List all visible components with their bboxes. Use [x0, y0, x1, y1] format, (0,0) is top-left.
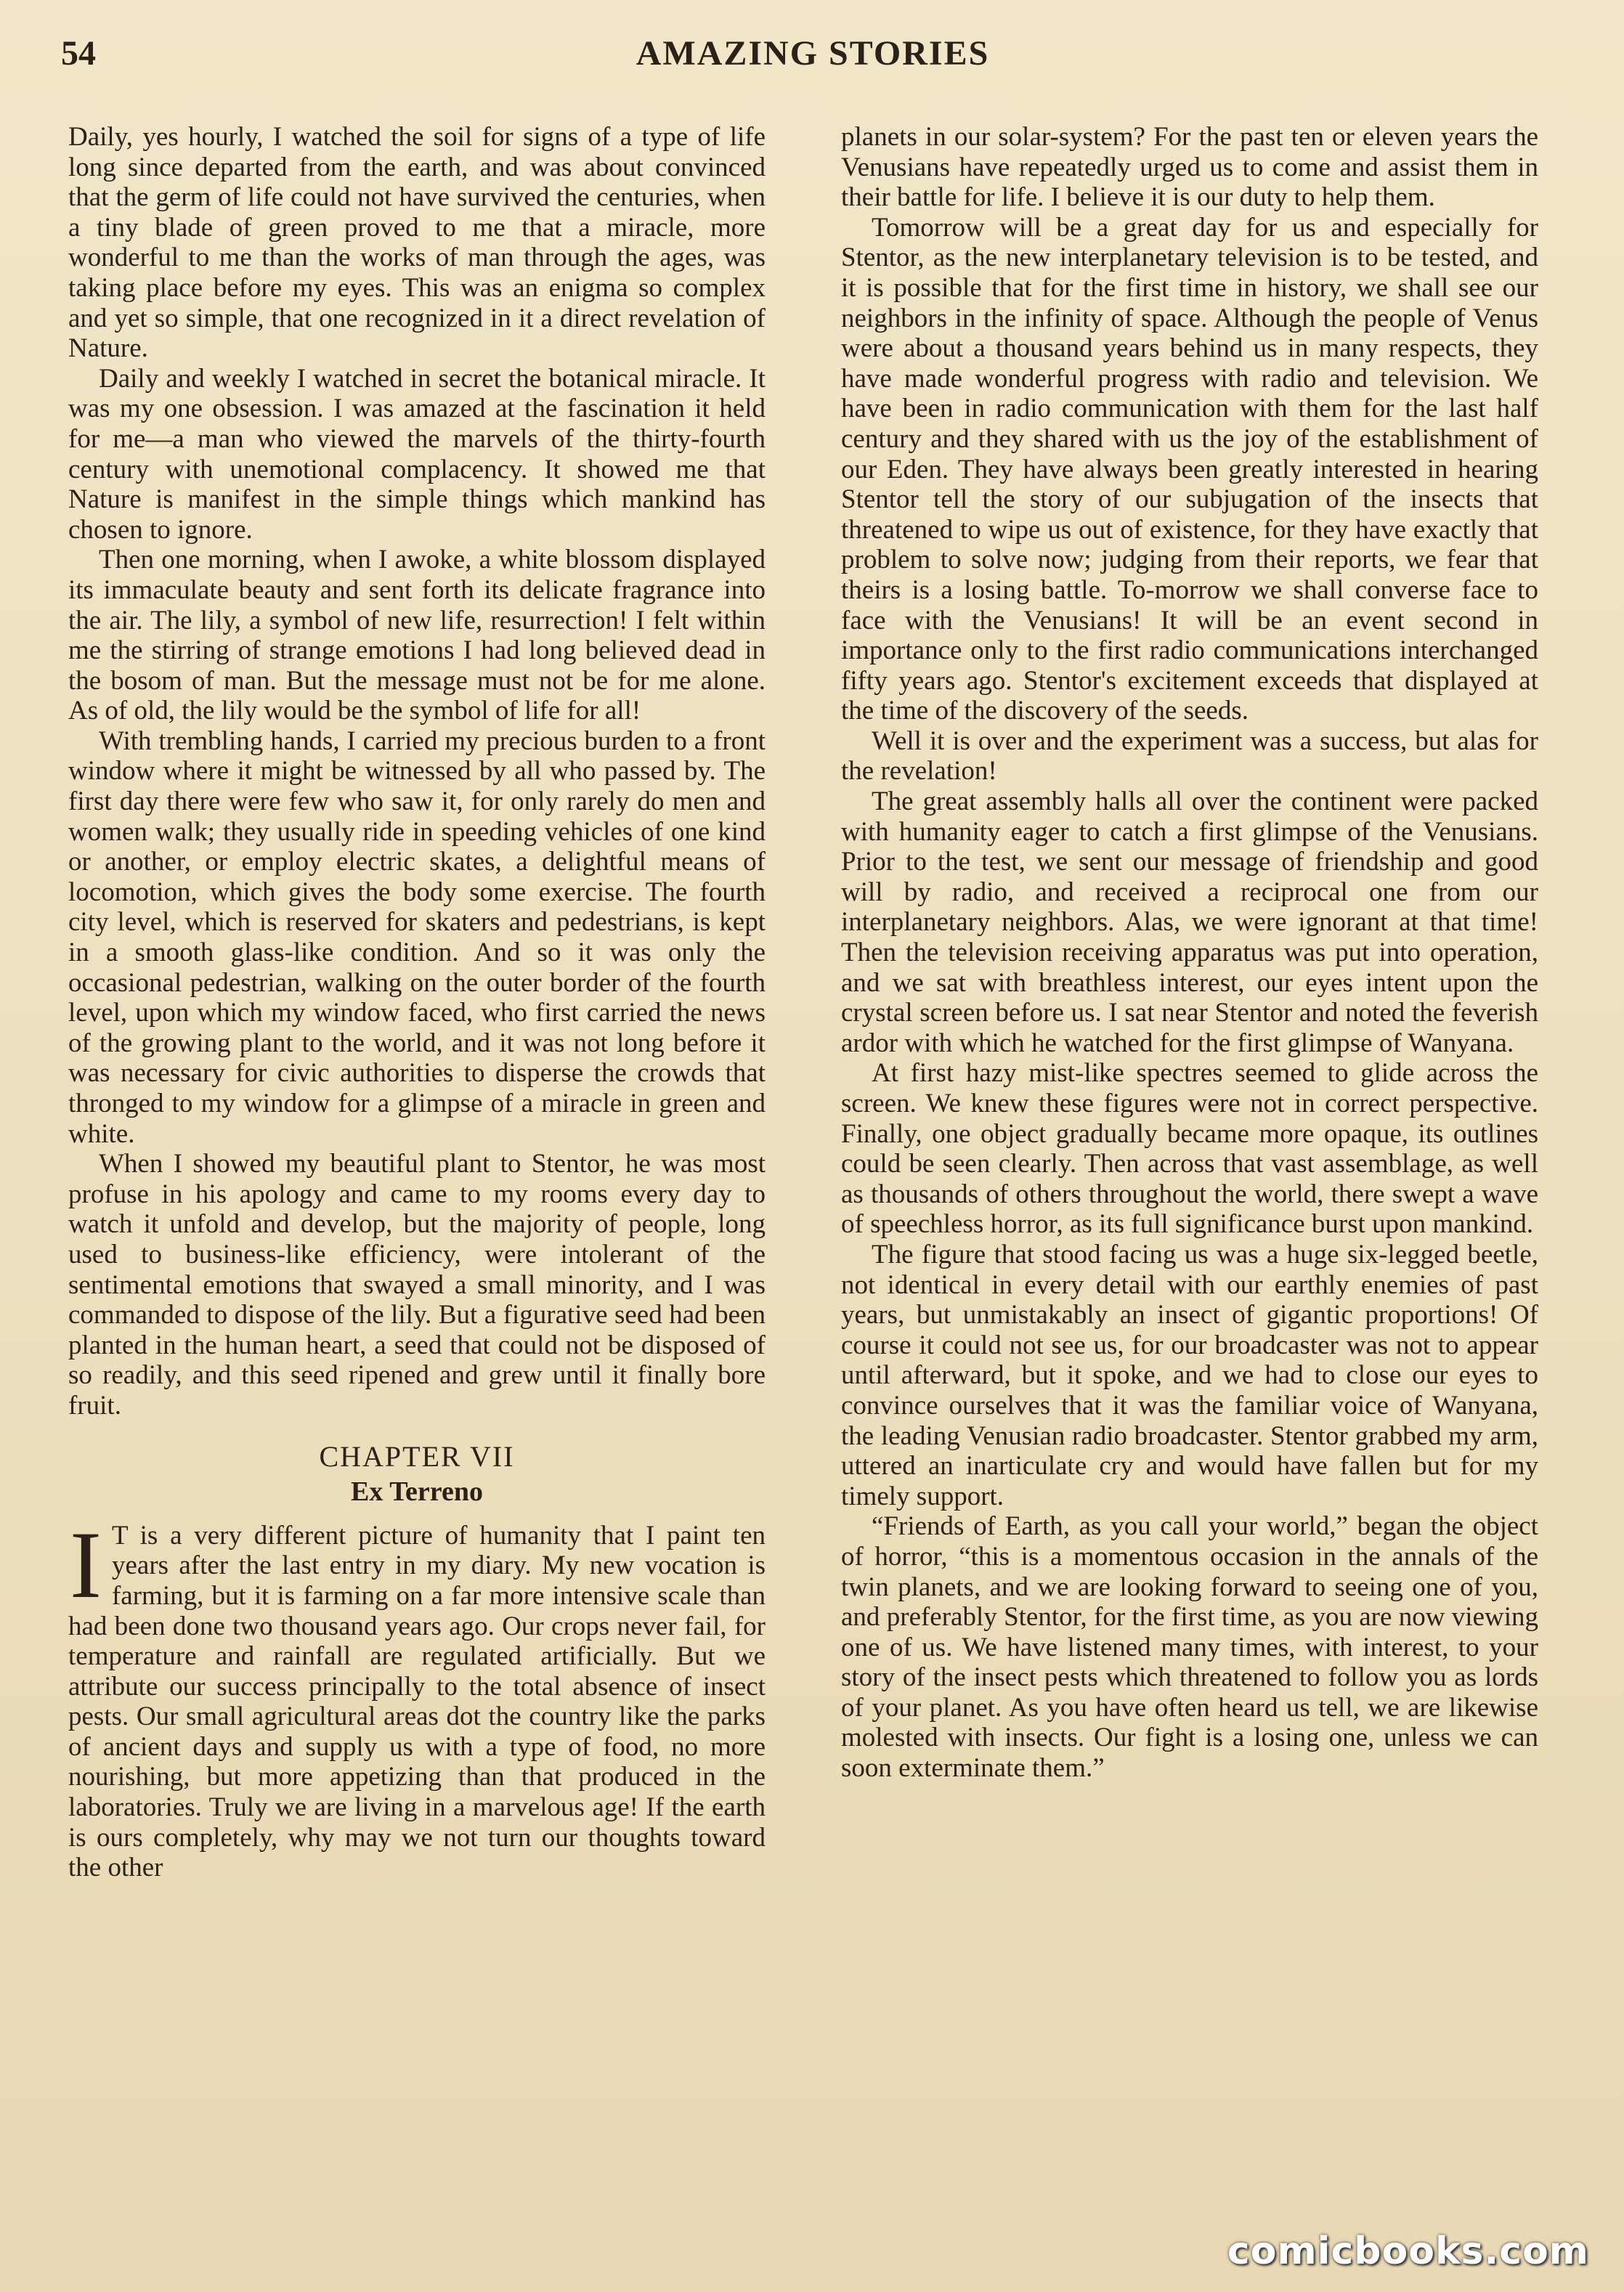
- paragraph: When I showed my beautiful plant to Stentor, he was most profuse in his apology and came to my rooms every day to watch it unfold and develop, but the majority of people, long used to business-like efficiency, were intolerant of the sentimental emotions that swayed a small minority, and I was commanded to dispose of the lily. But a figurative seed had been planted in the human heart, a seed that could not be disposed of so readily, and this seed ripened and grew until it finally bore fruit.: [68, 1149, 766, 1421]
- paragraph: Well it is over and the experiment was a success, but alas for the revelation!: [841, 726, 1538, 787]
- paragraph: Tomorrow will be a great day for us and especially for Stentor, as the new interplanetary television is to be tested, and it is possible that for the first time in history, we shall see our neighbors in the infinity of space. Although the people of Venus were about a thousand years behind us in many respects, they have made wonderful progress with radio and television. We have been in radio communication with them for the last half century and they shared with us the joy of the establishment of our Eden. They have always been greatly interested in hearing Stentor tell the story of our subjugation of the insects that threatened to wipe us out of existence, for they have exactly that problem to solve now; judging from their reports, we fear that theirs is a losing battle. To-morrow we shall converse face to face with the Venusians! It will be an event second in importance only to the first radio communications interchanged fifty years ago. Stentor's excitement exceeds that displayed at the time of the discovery of the seeds.: [841, 212, 1538, 726]
- paragraph: The figure that stood facing us was a huge six-legged beetle, not identical in every detail with our earthly enemies of past years, but unmistakably an insect of gigantic proportions! Of course it could not see us, for our broadcaster was not to appear until afterward, but it spoke, and we had to close our eyes to convince ourselves that it was the familiar voice of Wanyana, the leading Venusian radio broadcaster. Stentor grabbed my arm, uttered an inarticulate cry and would have fallen but for my timely support.: [841, 1239, 1538, 1511]
- paragraph: planets in our solar-system? For the past ten or eleven years the Venusians have repeatedly urged us to come and assist them in their battle for life. I believe it is our duty to help them.: [841, 122, 1538, 213]
- paragraph: At first hazy mist-like spectres seemed to glide across the screen. We knew these figures were not in correct perspective. Finally, one object gradually became more opaque, its outlines could be seen clearly. Then across that vast assemblage, as well as thousands of others throughout the world, there swept a wave of speechless horror, as its full significance burst upon mankind.: [841, 1058, 1538, 1240]
- chapter-title: Ex Terreno: [351, 1476, 483, 1508]
- paragraph: “Friends of Earth, as you call your world,” began the object of horror, “this is a momentous occasion in the annals of the twin planets, and we are looking forward to seeing one of you, and preferably Stentor, for the first time, as you are now viewing one of us. We have listened many times, with interest, to your story of the insect pests which threatened to follow you as lords of your planet. As you have often heard us tell, we are likewise molested with insects. Our fight is a losing one, unless we can soon exterminate them.”: [841, 1511, 1538, 1784]
- page-header: [61, 28, 1564, 78]
- paragraph: With trembling hands, I carried my precious burden to a front window where it might be witnessed by all who passed by. The first day there were few who saw it, for only rarely do men and women walk; they usually ride in speeding vehicles of one kind or another, or employ electric skates, a delightful means of locomotion, which gives the body some exercise. The fourth city level, which is reserved for skaters and pedestrians, is kept in a smooth glass-like condition. And so it was only the occasional pedestrian, walking on the outer border of the fourth level, upon which my window faced, who first carried the news of the growing plant to the world, and it was not long before it was necessary for civic authorities to disperse the crowds that thronged to my window for a glimpse of a miracle in green and white.: [68, 726, 766, 1149]
- page-number: 54: [61, 34, 96, 73]
- paragraph: Then one morning, when I awoke, a white blossom displayed its immaculate beauty and sent forth its delicate fragrance into the air. The lily, a symbol of new life, resurrection! I felt within me the stirring of strange emotions I had long believed dead in the bosom of man. But the message must not be for me alone. As of old, the lily would be the symbol of life for all!: [68, 545, 766, 726]
- running-title: AMAZING STORIES: [636, 34, 990, 73]
- drop-cap: I: [70, 1511, 102, 1618]
- paragraph-text: T is a very different picture of humanity that I paint ten years after the last entry in my diary. My new vocation is farming, but it is farming on a far more intensive scale than had been done two thousand years ago. Our crops never fail, for temperature and rainfall are regulated artificially. But we attribute our success principally to the total absence of insect pests. Our small agricultural areas dot the country like the parks of ancient days and supply us with a type of food, no more nourishing, but more appetizing than that produced in the laboratories. Truly we are living in a marvelous age! If the earth is ours completely, why may we not turn our thoughts toward the other: [68, 1520, 766, 1883]
- paragraph: Daily and weekly I watched in secret the botanical miracle. It was my one obsession. I was amazed at the fascination it held for me—a man who viewed the marvels of the thirty-fourth century with unemotional complacency. It showed me that Nature is manifest in the simple things which mankind has chosen to ignore.: [68, 363, 766, 545]
- paragraph: The great assembly halls all over the continent were packed with humanity eager to catch a first glimpse of the Venusians. Prior to the test, we sent our message of friendship and good will by radio, and received a reciprocal one from our interplanetary neighbors. Alas, we were ignorant at that time! Then the television receiving apparatus was put into operation, and we sat with breathless interest, our eyes intent upon the crystal screen before us. I sat near Stentor and noted the feverish ardor with which he watched for the first glimpse of Wanyana.: [841, 787, 1538, 1058]
- dropcap-paragraph: [68, 1511, 766, 1883]
- watermark: comicbooks.com: [1227, 2230, 1589, 2273]
- right-column: [841, 122, 1538, 1784]
- left-column: [68, 122, 766, 1883]
- paragraph: Daily, yes hourly, I watched the soil for signs of a type of life long since departed from the earth, and was about convinced that the germ of life could not have survived the centuries, when a tiny blade of green proved to me that a miracle, more wonderful to me than the works of man through the ages, was taking place before my eyes. This was an enigma so complex and yet so simple, that one recognized in it a direct revelation of Nature.: [68, 122, 766, 364]
- chapter-heading: CHAPTER VII: [319, 1439, 515, 1473]
